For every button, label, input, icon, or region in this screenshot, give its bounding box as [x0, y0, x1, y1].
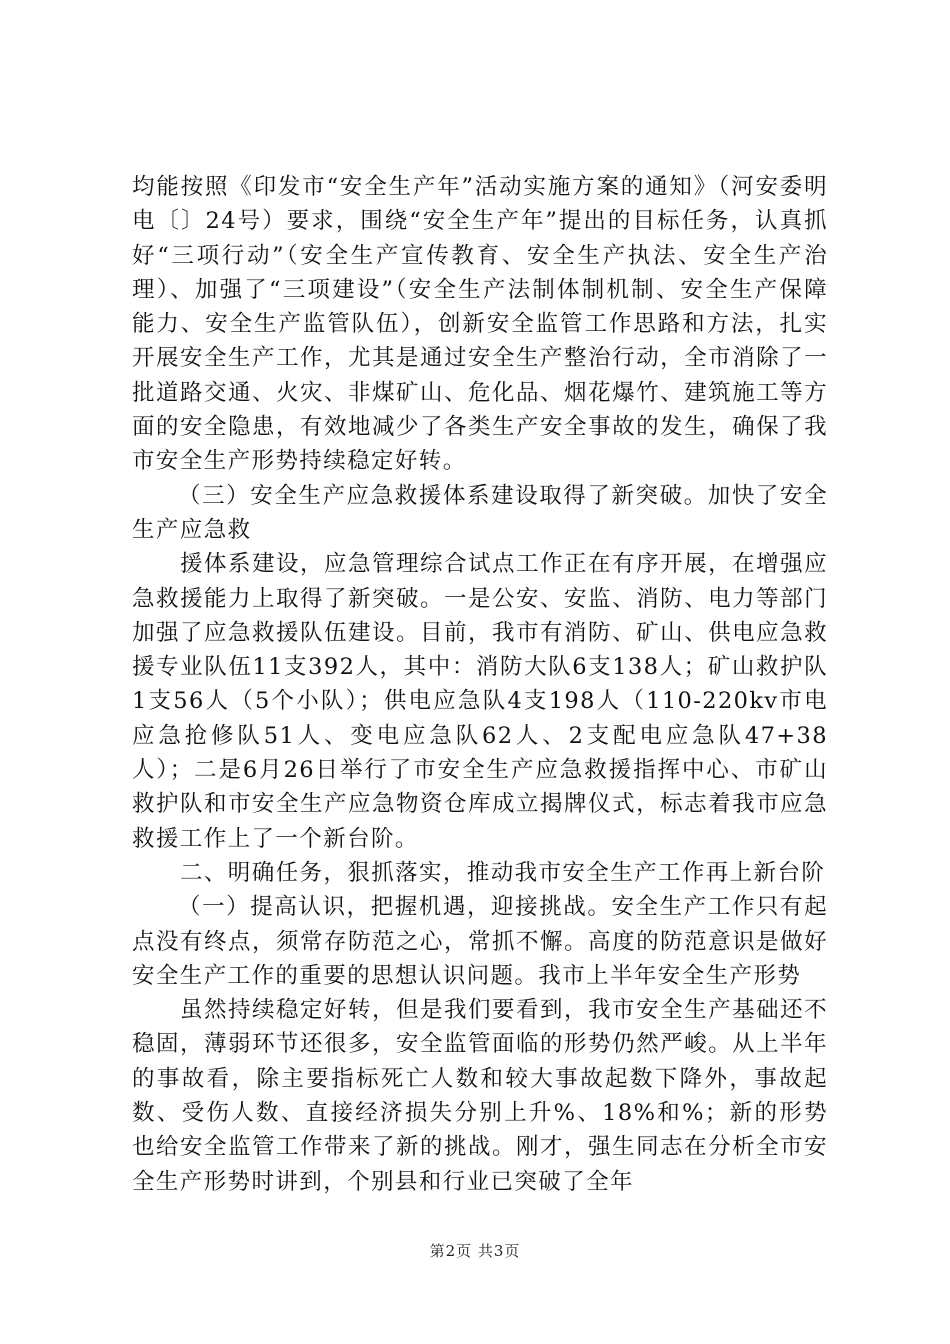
paragraph-5: 虽然持续稳定好转，但是我们要看到，我市安全生产基础还不稳固，薄弱环节还很多，安全监管面临的形势仍然严峻。从上半年的事故看，除主要指标死亡人数和较大事故起数下降外，事故起数、受伤人数、直接经济损失分别上升%、18%和%；新的形势也给安全监管工作带来了新的挑战。刚才，强生同志在分析全市安全生产形势时讲到，个别县和行业已突破了全年 [132, 997, 828, 1195]
document-body [132, 170, 828, 1199]
section-heading: 二、明确任务，狠抓落实，推动我市安全生产工作再上新台阶 [180, 859, 826, 886]
page-number-footer: 第2页 共3页 [429, 1242, 521, 1260]
paragraph-1: 均能按照《印发市“安全生产年”活动实施方案的通知》（河安委明电〔〕24号）要求，围绕“安全生产年”提出的目标任务，认真抓好“三项行动”（安全生产宣传教育、安全生产执法、安全生产治理）、加强了“三项建设”（安全生产法制体制机制、安全生产保障能力、安全生产监管队伍），创新安全监管工作思路和方法，扎实开展安全生产工作，尤其是通过安全生产整治行动，全市消除了一批道路交通、火灾、非煤矿山、危化品、烟花爆竹、建筑施工等方面的安全隐患，有效地减少了各类生产安全事故的发生，确保了我市安全生产形势持续稳定好转。 [132, 174, 828, 475]
paragraph-4: （一）提高认识，把握机遇，迎接挑战。安全生产工作只有起点没有终点，须常存防范之心，常抓不懈。高度的防范意识是做好安全生产工作的重要的思想认识问题。我市上半年安全生产形势 [132, 894, 828, 989]
paragraph-3: 援体系建设，应急管理综合试点工作正在有序开展，在增强应急救援能力上取得了新突破。一是公安、安监、消防、电力等部门加强了应急救援队伍建设。目前，我市有消防、矿山、供电应急救援专业队伍11支392人，其中：消防大队6支138人；矿山救护队1支56人（5个小队）；供电应急队4支198人（110-220kv市电应急抢修队51人、变电应急队62人、2支配电应急队47+38人）；二是6月26日举行了市安全生产应急救援指挥中心、市矿山救护队和市安全生产应急物资仓库成立揭牌仪式，标志着我市应急救援工作上了一个新台阶。 [132, 551, 828, 852]
paragraph-2: （三）安全生产应急救援体系建设取得了新突破。加快了安全生产应急救 [132, 482, 828, 543]
